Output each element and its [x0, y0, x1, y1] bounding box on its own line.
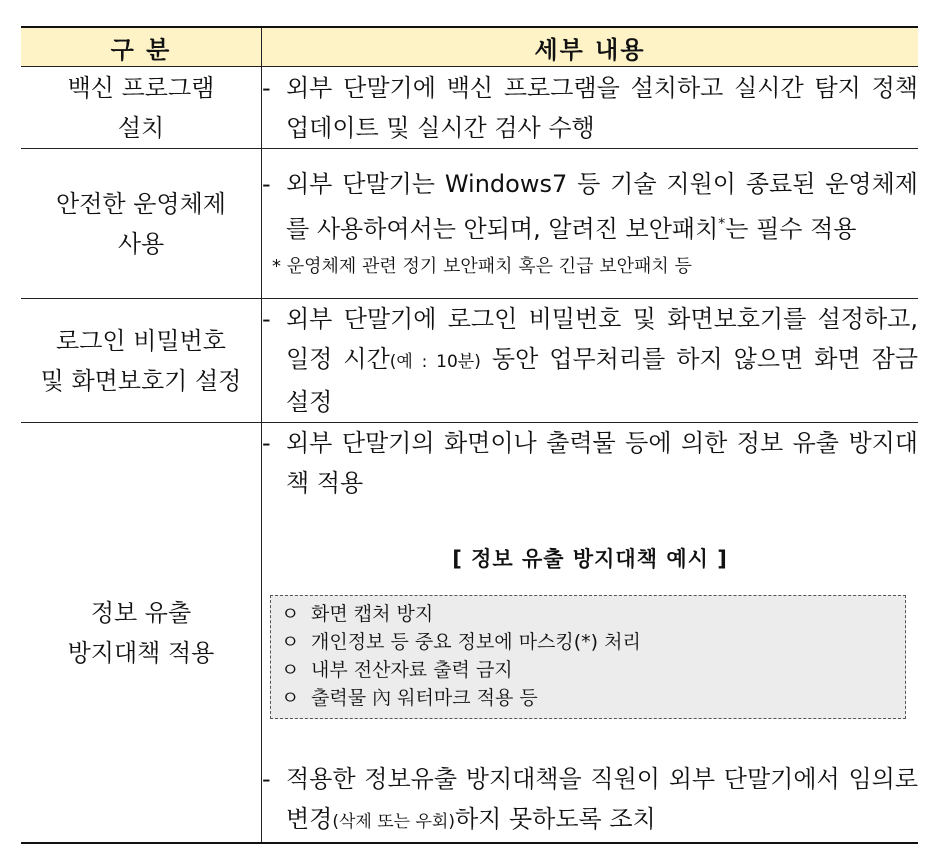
list-item: ㅇ 개인정보 등 중요 정보에 마스킹(*) 처리 — [281, 631, 641, 653]
footnote: * 운영체제 관련 정기 보안패치 혹은 긴급 보안패치 등 — [272, 256, 692, 277]
example-box — [270, 595, 906, 719]
list-item: ㅇ 화면 캡처 방지 — [281, 603, 434, 625]
detail-item: - 외부 단말기에 로그인 비밀번호 및 화면보호기를 설정하고, 일정 시간(예 : 10분) 동안 업무처리를 하지 않으면 화면 잠금 설정 — [262, 305, 919, 416]
table-row — [21, 149, 918, 299]
category-cell: 안전한 운영체제 사용 — [21, 149, 262, 299]
detail-item: - 적용한 정보유출 방지대책을 직원이 외부 단말기에서 임의로 변경(삭제 또는 우회)하지 못하도록 조치 — [262, 765, 918, 833]
list-item: ㅇ 출력물 內 워터마크 적용 등 — [281, 687, 538, 709]
footnote-marker: * — [718, 216, 726, 232]
table-row — [21, 299, 918, 423]
list-item: ㅇ 내부 전산자료 출력 금지 — [281, 659, 513, 681]
example-title: [ 정보 유출 방지대책 예시 ] — [452, 547, 728, 571]
category-cell: 백신 프로그램 설치 — [21, 67, 262, 149]
security-measures-table — [21, 26, 918, 844]
detail-item: - 외부 단말기는 Windows7 등 기술 지원이 종료된 운영체제를 사용하여서는 안되며, 알려진 보안패치*는 필수 적용 — [262, 170, 918, 243]
header-category: 구 분 — [21, 27, 262, 67]
details-cell — [262, 299, 919, 423]
details-cell — [262, 149, 919, 299]
detail-item: - 외부 단말기의 화면이나 출력물 등에 의한 정보 유출 방지대책 적용 — [262, 429, 918, 497]
table-row — [21, 423, 918, 844]
header-details: 세부 내용 — [262, 27, 919, 67]
detail-item: - 외부 단말기에 백신 프로그램을 설치하고 실시간 탐지 정책 업데이트 및 실시간 검사 수행 — [262, 73, 918, 142]
table-header-row — [21, 27, 918, 67]
category-cell: 정보 유출 방지대책 적용 — [21, 423, 262, 844]
details-cell — [262, 67, 919, 149]
table-row — [21, 67, 918, 149]
category-cell: 로그인 비밀번호 및 화면보호기 설정 — [21, 299, 262, 423]
details-cell — [262, 423, 919, 844]
